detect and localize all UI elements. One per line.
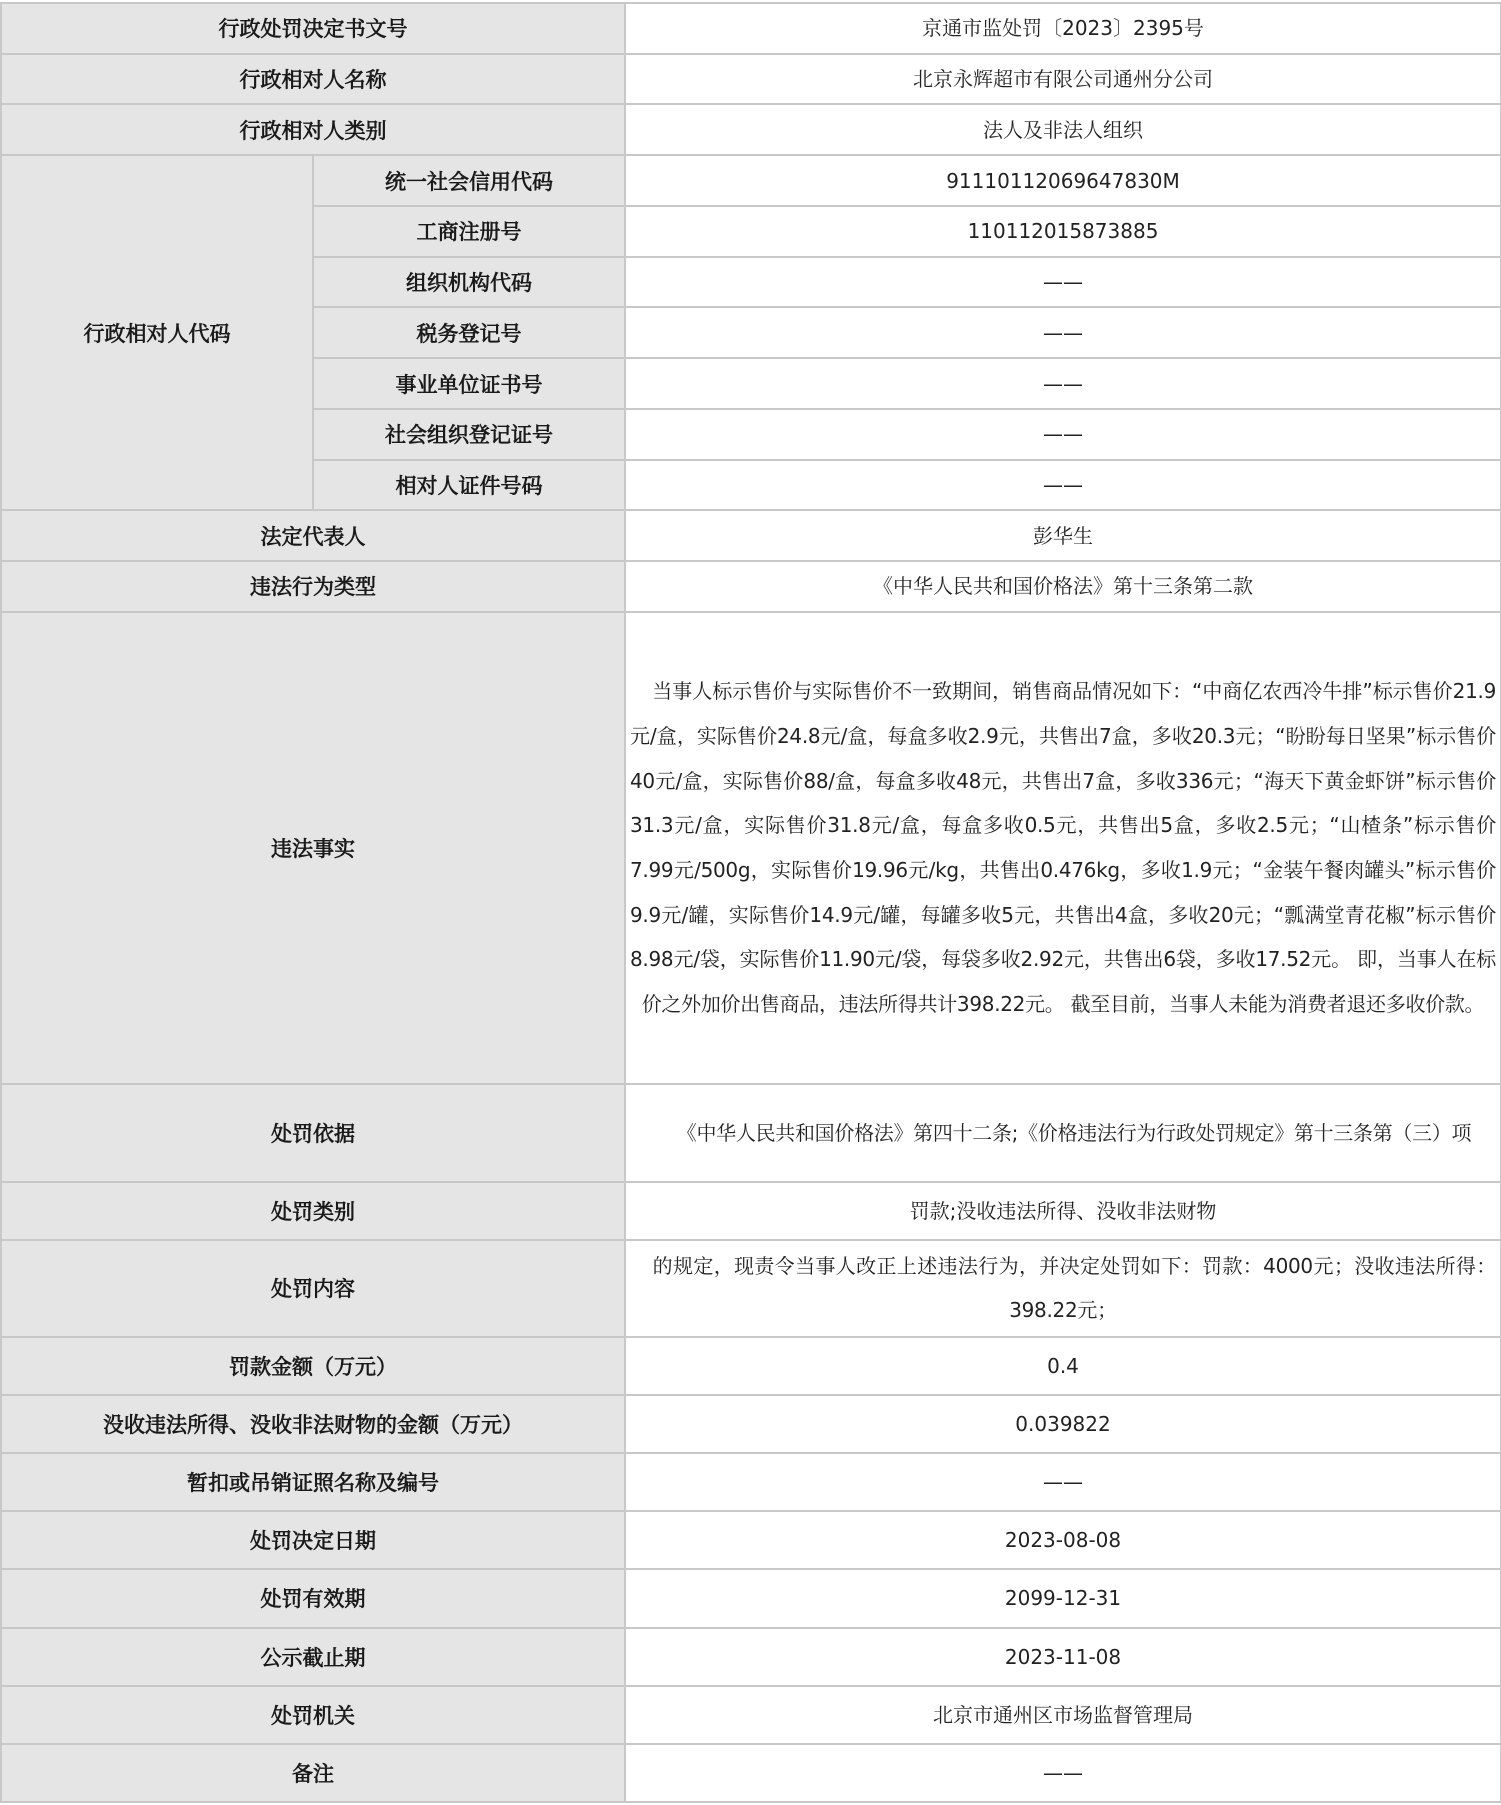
label-violation-facts: 违法事实 <box>1 612 625 1084</box>
row-license-action <box>1 1453 1501 1511</box>
value-decision-date: 2023-08-08 <box>625 1511 1501 1569</box>
row-decision-date <box>1 1511 1501 1569</box>
value-penalty-basis: 《中华人民共和国价格法》第四十二条;《价格违法行为行政处罚规定》第十三条第（三）项 <box>676 1120 1472 1145</box>
value-penalty-basis-cell <box>625 1084 1501 1181</box>
value-validity: 2099-12-31 <box>625 1569 1501 1627</box>
value-remarks: —— <box>625 1744 1501 1802</box>
penalty-record-table <box>0 2 1501 1803</box>
row-party-type <box>1 104 1501 155</box>
value-decision-no: 京通市监处罚〔2023〕2395号 <box>625 3 1501 54</box>
value-party-name: 北京永辉超市有限公司通州分公司 <box>625 54 1501 105</box>
row-violation-type <box>1 561 1501 612</box>
row-party-name <box>1 54 1501 105</box>
row-violation-facts <box>1 612 1501 1084</box>
row-penalty-basis <box>1 1084 1501 1181</box>
label-authority: 处罚机关 <box>1 1686 625 1744</box>
row-decision-no <box>1 3 1501 54</box>
value-violation-facts: 当事人标示售价与实际售价不一致期间，销售商品情况如下：“中商亿农西冷牛排”标示售价21.9元/盒，实际售价24.8元/盒，每盒多收2.9元，共售出7盒，多收20.3元；“盼盼每日坚果”标示售价40元/盒，实际售价88/盒，每盒多收48元，共售出7盒，多收336元；“海天下黄金虾饼”标示售价31.3元/盒，实际售价31.8元/盒，每盒多收0.5元，共售出5盒，多收2.5元；“山楂条”标示售价7.99元/500g，实际售价19.96元/kg，共售出0.476kg，多收1.9元；“金装午餐肉罐头”标示售价9.9元/罐，实际售价14.9元/罐，每罐多收5元，共售出4盒，多收20元；“瓢满堂青花椒”标示售价8.98元/袋，实际售价11.90元/袋，每袋多收2.92元，共售出6袋，多收17.52元。 即，当事人在标价之外加价出售商品，违法所得共计398.22元。 截至目前，当事人未能为消费者退还多收价款。 <box>630 679 1496 1017</box>
label-violation-type: 违法行为类型 <box>1 561 625 612</box>
value-violation-facts-cell <box>625 612 1501 1084</box>
value-penalty-content-cell <box>625 1240 1501 1337</box>
value-license-action: —— <box>625 1453 1501 1511</box>
label-institution-cert-no: 事业单位证书号 <box>313 358 625 409</box>
row-authority <box>1 1686 1501 1744</box>
label-id-number: 相对人证件号码 <box>313 460 625 511</box>
label-party-code: 行政相对人代码 <box>1 155 313 510</box>
label-business-reg-no: 工商注册号 <box>313 206 625 257</box>
label-penalty-content: 处罚内容 <box>1 1240 625 1337</box>
label-social-org-reg-no: 社会组织登记证号 <box>313 409 625 460</box>
label-decision-no: 行政处罚决定书文号 <box>1 3 625 54</box>
label-validity: 处罚有效期 <box>1 1569 625 1627</box>
label-org-code: 组织机构代码 <box>313 257 625 308</box>
value-legal-rep: 彭华生 <box>625 510 1501 561</box>
row-penalty-category <box>1 1182 1501 1240</box>
label-decision-date: 处罚决定日期 <box>1 1511 625 1569</box>
value-social-org-reg-no: —— <box>625 409 1501 460</box>
row-fine-amount <box>1 1337 1501 1395</box>
value-penalty-content: 的规定，现责令当事人改正上述违法行为，并决定处罚如下：罚款：4000元；没收违法所得：398.22元； <box>652 1254 1496 1323</box>
value-penalty-category: 罚款;没收违法所得、没收非法财物 <box>625 1182 1501 1240</box>
label-remarks: 备注 <box>1 1744 625 1802</box>
row-legal-rep <box>1 510 1501 561</box>
value-org-code: —— <box>625 257 1501 308</box>
row-confiscation-amount <box>1 1395 1501 1453</box>
row-penalty-content <box>1 1240 1501 1337</box>
label-penalty-basis: 处罚依据 <box>1 1084 625 1181</box>
label-publicity-end: 公示截止期 <box>1 1628 625 1686</box>
value-id-number: —— <box>625 460 1501 511</box>
row-remarks <box>1 1744 1501 1802</box>
label-legal-rep: 法定代表人 <box>1 510 625 561</box>
row-publicity-end <box>1 1628 1501 1686</box>
value-publicity-end: 2023-11-08 <box>625 1628 1501 1686</box>
label-confiscation-amount: 没收违法所得、没收非法财物的金额（万元） <box>1 1395 625 1453</box>
row-credit-code <box>1 155 1501 206</box>
value-authority: 北京市通州区市场监督管理局 <box>625 1686 1501 1744</box>
value-violation-type: 《中华人民共和国价格法》第十三条第二款 <box>625 561 1501 612</box>
value-confiscation-amount: 0.039822 <box>625 1395 1501 1453</box>
value-institution-cert-no: —— <box>625 358 1501 409</box>
label-penalty-category: 处罚类别 <box>1 1182 625 1240</box>
label-credit-code: 统一社会信用代码 <box>313 155 625 206</box>
value-party-type: 法人及非法人组织 <box>625 104 1501 155</box>
row-validity <box>1 1569 1501 1627</box>
label-party-type: 行政相对人类别 <box>1 104 625 155</box>
value-fine-amount: 0.4 <box>625 1337 1501 1395</box>
value-credit-code: 91110112069647830M <box>625 155 1501 206</box>
value-tax-reg-no: —— <box>625 307 1501 358</box>
label-tax-reg-no: 税务登记号 <box>313 307 625 358</box>
label-party-name: 行政相对人名称 <box>1 54 625 105</box>
label-fine-amount: 罚款金额（万元） <box>1 1337 625 1395</box>
value-business-reg-no: 110112015873885 <box>625 206 1501 257</box>
label-license-action: 暂扣或吊销证照名称及编号 <box>1 1453 625 1511</box>
